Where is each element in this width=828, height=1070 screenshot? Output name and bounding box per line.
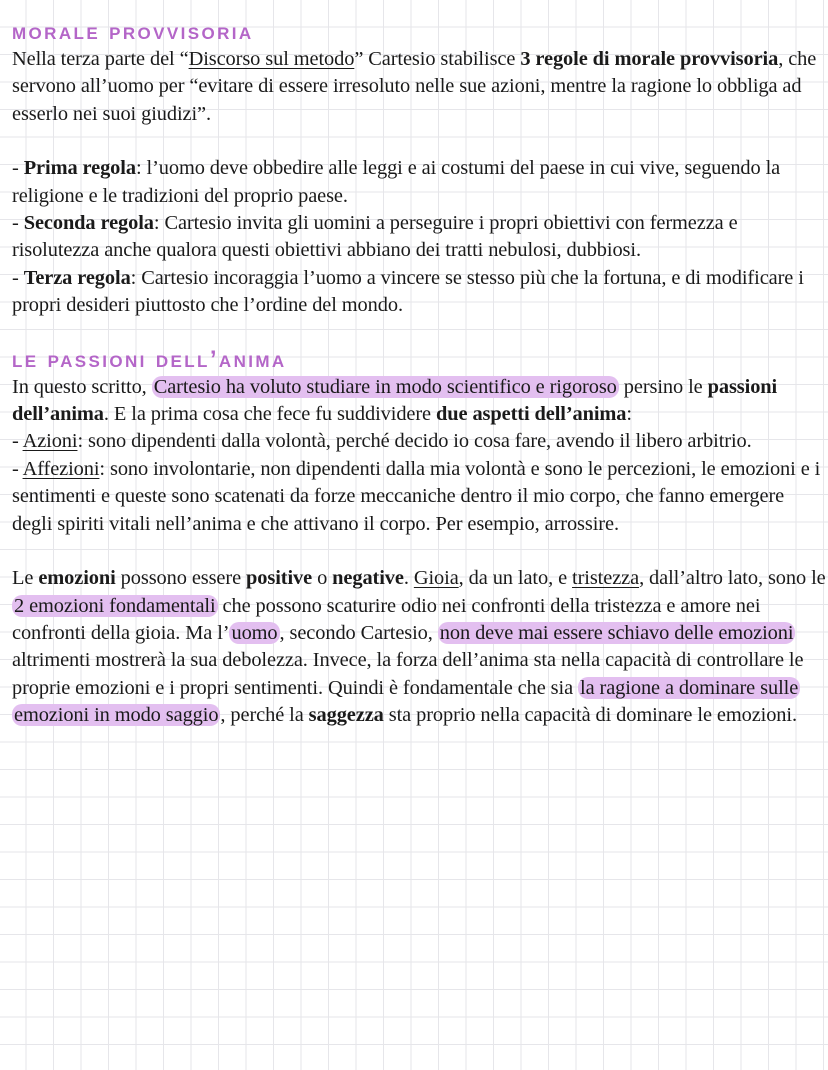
text-run: che possono scaturire odio nei confronti della tristezza e amore nei confronti della gioia. Ma l’ (12, 594, 761, 644)
text-run: . (403, 567, 414, 590)
rule-item-3 (12, 265, 828, 320)
intro-paragraph (12, 46, 828, 128)
section-heading-passioni: le passioni dell’anima (12, 345, 287, 373)
text-run: o (312, 567, 333, 590)
bold-phrase: passioni dell’anima (12, 375, 778, 426)
dash: - (12, 266, 24, 289)
spacer (12, 538, 828, 565)
item-label: Azioni (22, 430, 78, 453)
passioni-paragraph (12, 374, 828, 429)
text-run: altrimenti mostrerà la sua debolezza. Invece, la forza dell’anima sta nella capacità di controllare le proprie emozioni e i propri sentimenti. Quindi è fondamentale che sia (12, 649, 804, 699)
text-run: . E la prima cosa che fece fu suddividere (103, 403, 437, 426)
bold-phrase: due aspetti dell’anima (436, 403, 627, 426)
rule-text: : Cartesio invita gli uomini a perseguire i propri obiettivi con fermezza e risolutezza anche qualora questi obiettivi abbiano dei tratti nebulosi, dubbiosi. (12, 212, 738, 262)
text-run: , secondo Cartesio, (279, 621, 438, 644)
dash: - (12, 212, 24, 235)
text-run: Le (12, 567, 39, 590)
section-heading-morale-provvisoria: morale provvisoria (12, 18, 254, 45)
rule-label: Seconda regola (23, 212, 154, 235)
text-run: , che servono all’uomo per “evitare di essere irresoluto nelle sue azioni, mentre la ragione lo obbliga ad esserlo nei suoi giudizi”. (12, 48, 817, 125)
item-label: Affezioni (22, 457, 100, 480)
text-run: ” Cartesio stabilisce (354, 48, 521, 70)
list-item-affezioni (12, 456, 828, 538)
text-run: , perché la (220, 704, 309, 727)
rule-item-2 (12, 210, 828, 265)
rule-label: Prima regola (23, 157, 136, 180)
rule-text: : Cartesio incoraggia l’uomo a vincere se stesso più che la fortuna, e di modificare i propri desideri piuttosto che l’ordine del mondo. (12, 266, 804, 317)
highlight: 2 emozioni fondamentali (14, 594, 216, 617)
rule-label: Terza regola (23, 266, 131, 289)
bold-phrase: 3 regole di morale provvisoria (520, 48, 779, 70)
dash: - (12, 157, 24, 180)
dash: - (12, 430, 23, 453)
text-run: In questo scritto, (12, 375, 152, 398)
text-run: : (626, 403, 632, 426)
emozioni-paragraph (12, 565, 828, 729)
text-run: , dall’altro lato, sono le (639, 567, 826, 590)
text-run: Nella terza parte del “ (12, 48, 189, 70)
text-run: , da un lato, e (458, 567, 573, 590)
text-run: persino le (618, 375, 708, 398)
bold-phrase: negative (332, 567, 404, 590)
bold-phrase: saggezza (308, 704, 384, 727)
underlined-word: tristezza (572, 567, 640, 590)
text-run: possono essere (115, 567, 247, 590)
rule-text: : l’uomo deve obbedire alle leggi e ai costumi del paese in cui vive, seguendo la religione e le tradizioni del proprio paese. (12, 157, 781, 207)
spacer (12, 128, 828, 155)
highlight: la ragione a dominare sulle emozioni in modo saggio (14, 676, 799, 727)
dash: - (12, 457, 23, 480)
item-text: : sono involontarie, non dipendenti dalla mia volontà e sono le percezioni, le emozioni e i sentimenti e queste sono scatenati da forze meccaniche dentro il mio corpo, che fanno emergere degli spiriti vitali nell’anima e che attivano il corpo. Per esempio, arrossire. (12, 457, 821, 535)
item-text: : sono dipendenti dalla volontà, perché decido io cosa fare, avendo il libero arbitrio. (77, 430, 752, 453)
rule-item-1 (12, 155, 828, 210)
list-item-azioni (12, 428, 828, 455)
bold-phrase: emozioni (38, 567, 116, 590)
text-run: sta proprio nella capacità di dominare le emozioni. (383, 704, 797, 727)
underlined-word: Gioia (413, 567, 459, 590)
highlight: Cartesio ha voluto studiare in modo scientifico e rigoroso (153, 375, 617, 398)
notes-page (12, 18, 828, 730)
spacer (12, 320, 828, 346)
highlight: non deve mai essere schiavo delle emozioni (439, 621, 794, 644)
highlight: uomo (231, 621, 278, 644)
work-title: Discorso sul metodo (188, 48, 355, 70)
bold-phrase: positive (246, 567, 313, 590)
